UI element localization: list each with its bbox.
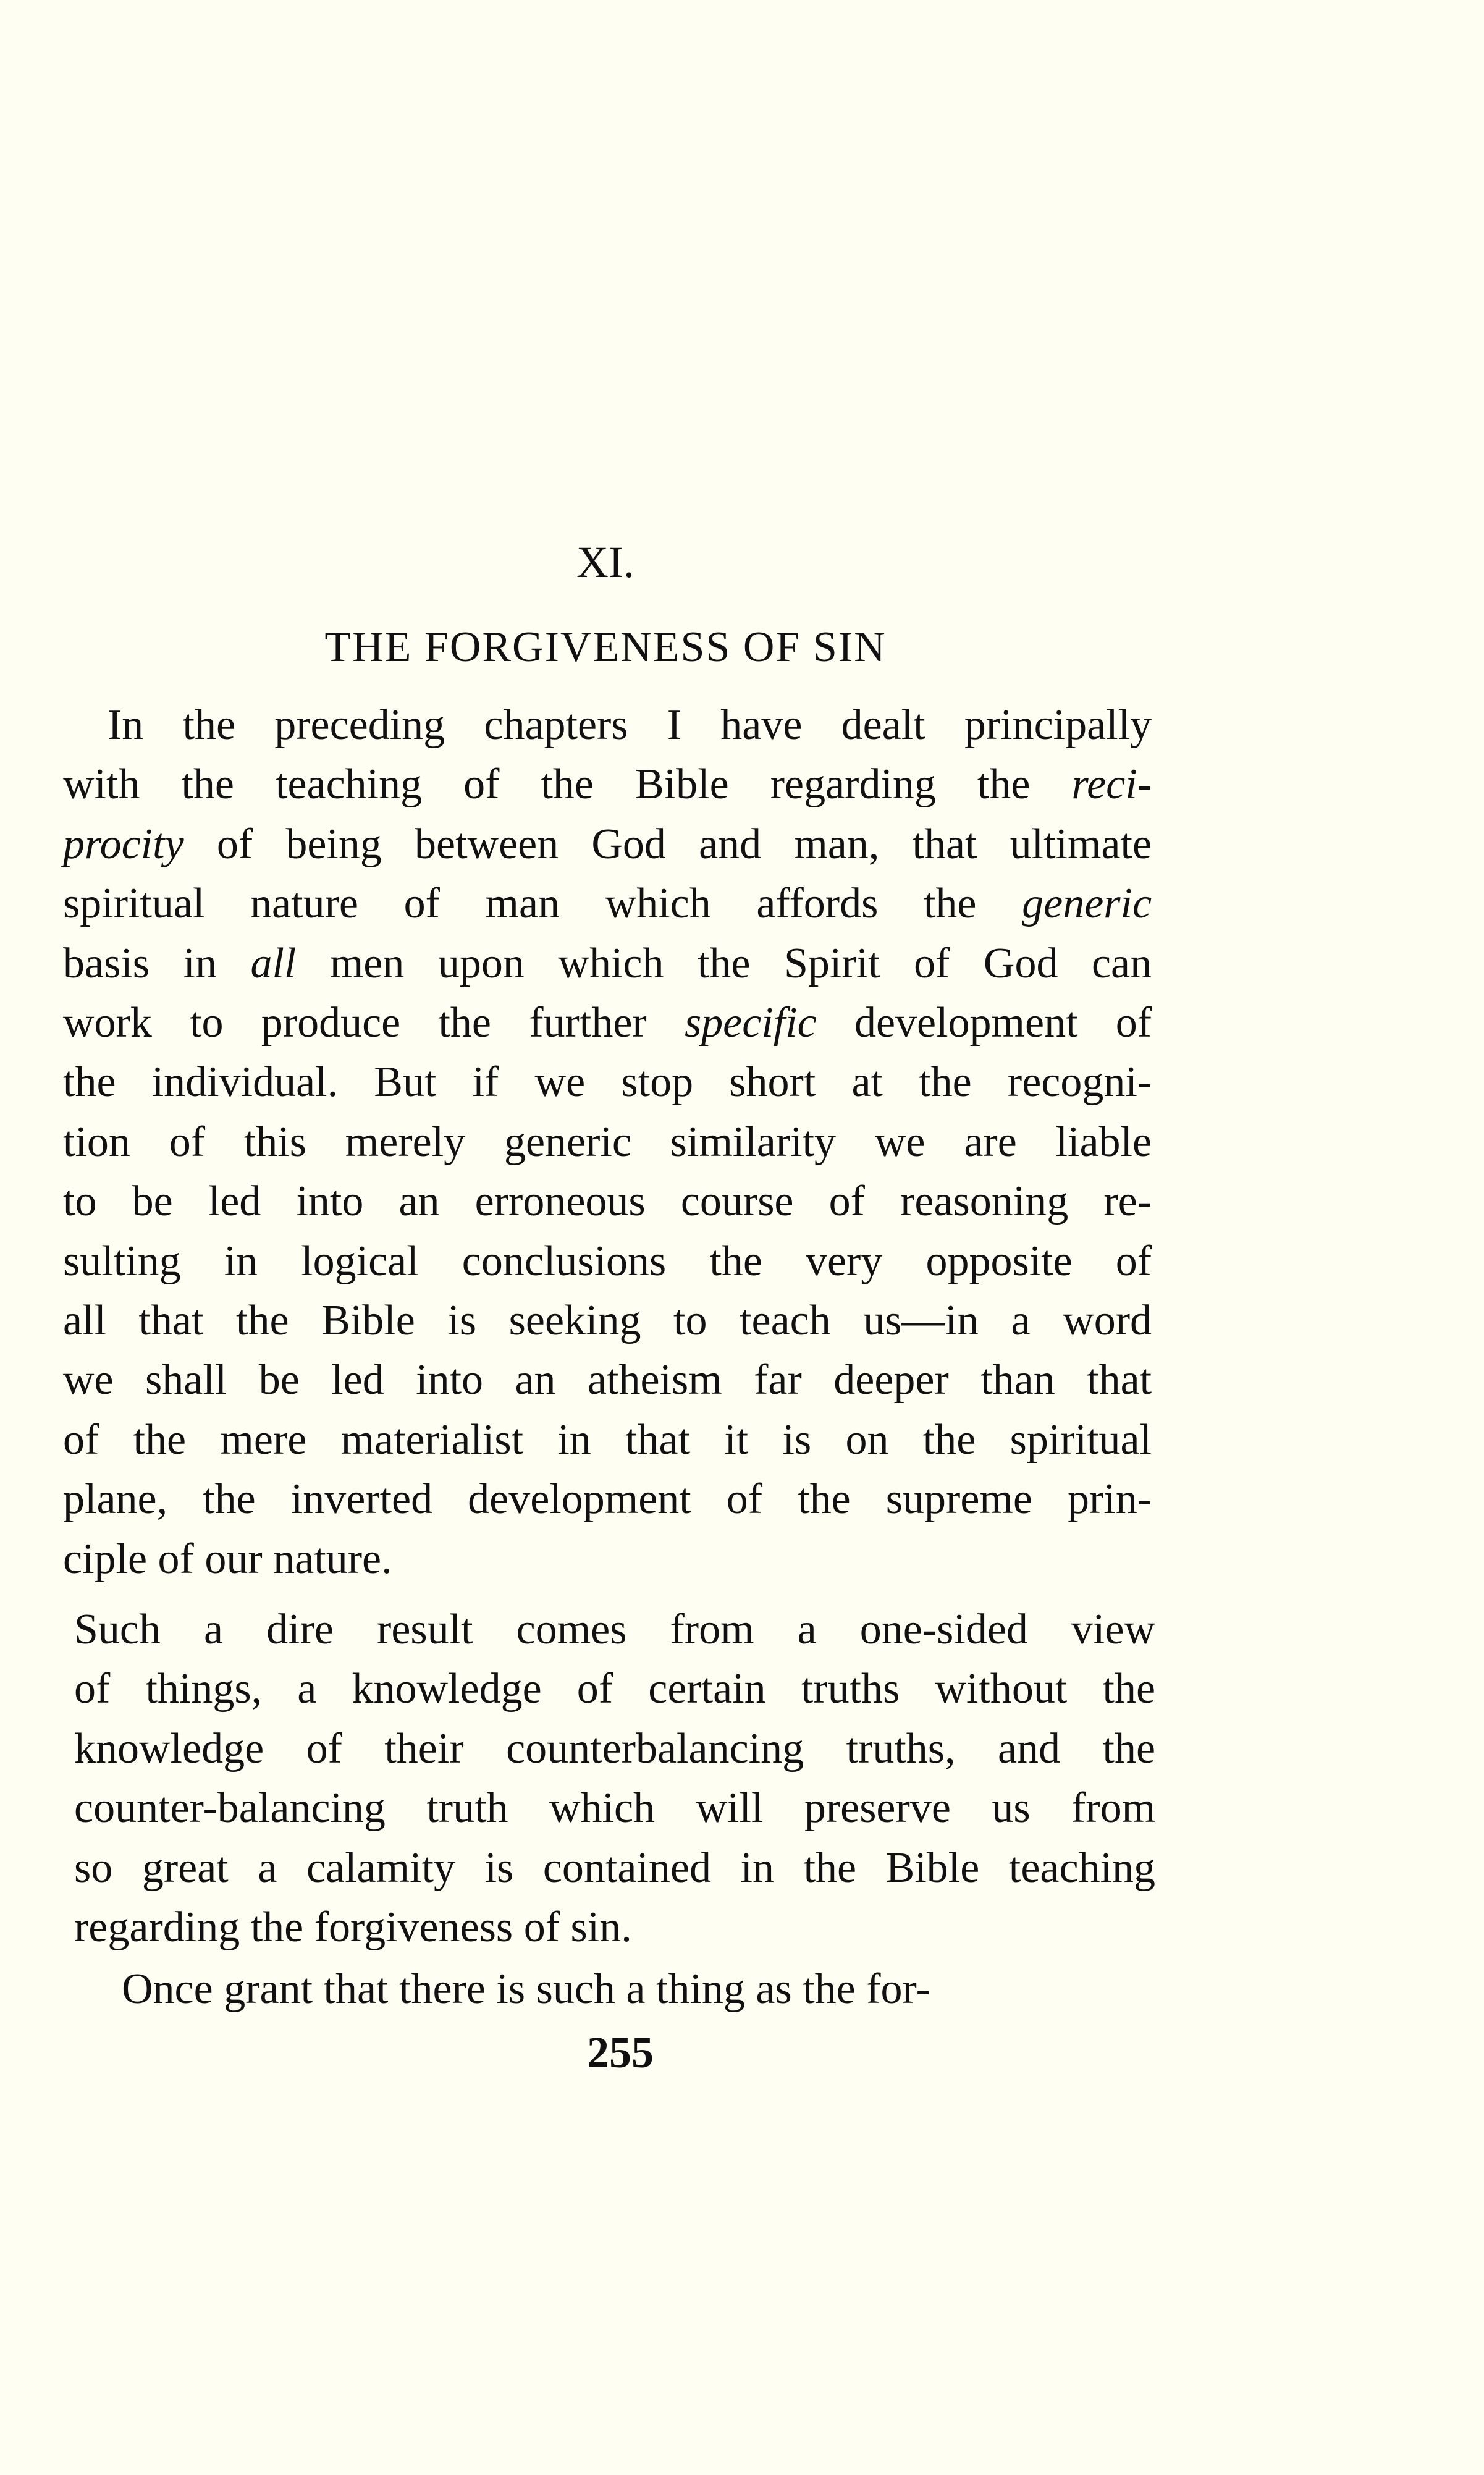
text-line: work to produce the further specific development of	[63, 999, 1152, 1047]
text-line: of the mere materialist in that it is on the spiritual	[63, 1415, 1152, 1464]
text-line: we shall be led into an atheism far deeper than that	[63, 1356, 1152, 1404]
text-line: counter-balancing truth which will preserve us from	[74, 1784, 1156, 1832]
text-line: plane, the inverted development of the supreme prin-	[63, 1475, 1152, 1524]
text-line: tion of this merely generic similarity we are liable	[63, 1118, 1152, 1166]
text-line: so great a calamity is contained in the Bible teaching	[74, 1844, 1156, 1892]
chapter-number: XI.	[576, 538, 634, 587]
text-line: regarding the forgiveness of sin.	[74, 1904, 632, 1951]
text-line: sulting in logical conclusions the very opposite of	[63, 1237, 1152, 1285]
text-line: Such a dire result comes from a one-sided view	[74, 1606, 1156, 1653]
text-line: knowledge of their counterbalancing truths, and the	[74, 1724, 1156, 1773]
text-line: to be led into an erroneous course of reasoning re-	[63, 1178, 1152, 1226]
text-line: spiritual nature of man which affords the generic	[63, 880, 1152, 928]
text-line: procity of being between God and man, that ultimate	[63, 820, 1152, 868]
page-number: 255	[587, 2028, 654, 2077]
text-line: In the preceding chapters I have dealt principally	[108, 701, 1152, 749]
text-line: all that the Bible is seeking to teach us—in a word	[63, 1297, 1152, 1344]
text-line: with the teaching of the Bible regarding the reci-	[63, 761, 1152, 809]
text-line: basis in all men upon which the Spirit of God can	[63, 939, 1152, 987]
text-line: Once grant that there is such a thing as the for-	[122, 1965, 930, 2013]
chapter-title: THE FORGIVENESS OF SIN	[324, 623, 887, 671]
text-line: ciple of our nature.	[63, 1535, 392, 1583]
text-line: of things, a knowledge of certain truths without the	[74, 1665, 1156, 1713]
text-line: the individual. But if we stop short at the recogni-	[63, 1058, 1152, 1107]
